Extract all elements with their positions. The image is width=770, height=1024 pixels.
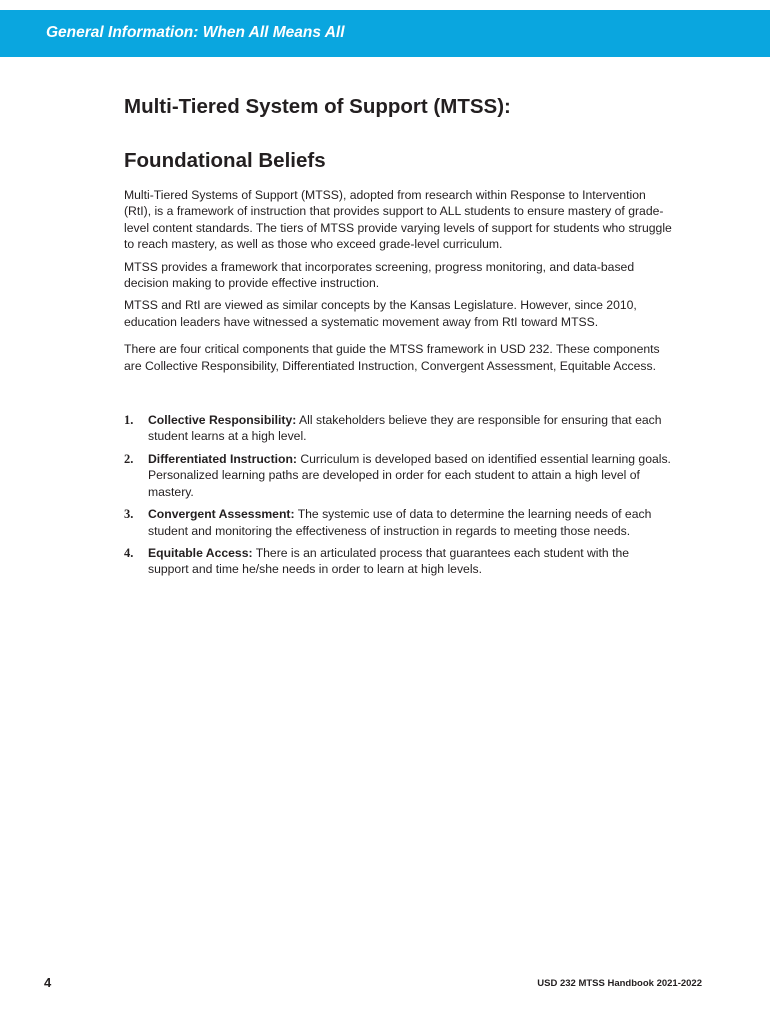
list-item-text: The systemic use of data to determine the learning needs of each student and monitoring the effectiveness of instruction in regards to meeting those needs. [148,507,652,538]
framework-paragraph: MTSS provides a framework that incorporates screening, progress monitoring, and data-based decision making to provide effective instruction. [124,259,635,291]
list-item-text: All stakeholders believe they are responsible for ensuring that each student learns at a high level. [148,413,662,444]
list-item-term: Equitable Access: [148,545,253,560]
section-banner [0,10,770,57]
list-item [124,451,672,500]
list-item-number: 1. [124,413,134,428]
list-item [124,412,672,445]
list-item-text: Curriculum is developed based on identified essential learning goals. Personalized learning paths are developed in order for each student to attain a high level of mastery. [148,451,671,499]
main-content [124,93,672,584]
banner-title: General Information: When All Means All [46,24,345,41]
list-item [124,545,672,578]
legislature-paragraph: MTSS and RtI are viewed as similar concepts by the Kansas Legislature. However, since 2010, education leaders have witnessed a systematic movement away from RtI toward MTSS. [124,298,637,329]
list-item-number: 3. [124,507,134,522]
list-item-number: 2. [124,451,134,466]
components-intro-paragraph: There are four critical components that guide the MTSS framework in USD 232. These components are Collective Responsibility, Differentiated Instruction, Convergent Assessment, Equitable Access. [124,342,660,373]
footer-document-title: USD 232 MTSS Handbook 2021-2022 [537,978,702,989]
list-item-term: Differentiated Instruction: [148,451,297,466]
list-item-term: Convergent Assessment: [148,507,295,522]
list-item-term: Collective Responsibility: [148,413,297,428]
list-item [124,506,672,539]
page-number: 4 [44,975,52,990]
page-title: Multi-Tiered System of Support (MTSS): [124,95,511,118]
intro-paragraph: Multi-Tiered Systems of Support (MTSS), adopted from research within Response to Intervention (RtI), is a framework of instruction that provides support to ALL students to ensure mastery of grade-level content standards. The tiers of MTSS provide varying levels of support for students who struggle to reach mastery, as well as those who exceed grade-level curriculum. [124,188,672,252]
page-subtitle: Foundational Beliefs [124,149,326,172]
list-item-text: There is an articulated process that guarantees each student with the support and time he/she needs in order to learn at high levels. [148,545,630,577]
list-item-number: 4. [124,545,134,560]
components-list [124,412,672,578]
